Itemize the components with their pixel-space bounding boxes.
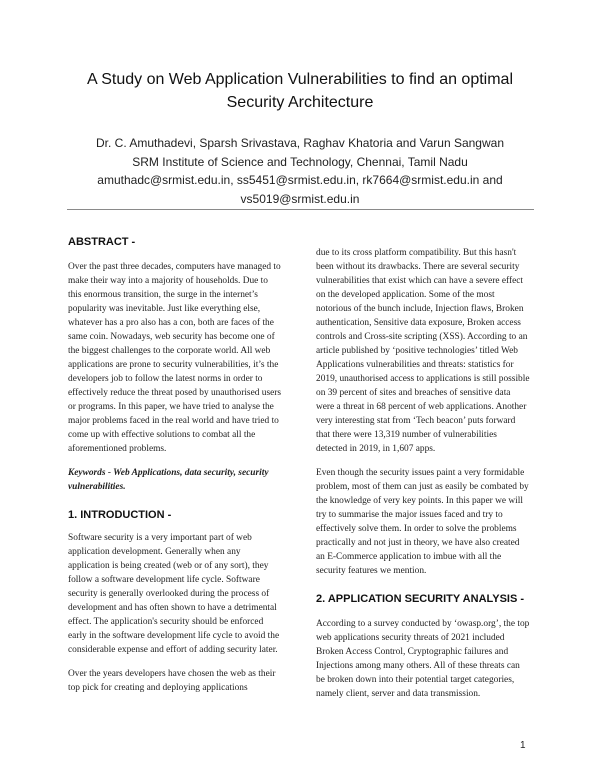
page-number: 1 — [520, 740, 526, 751]
right-column — [316, 246, 530, 701]
right-paragraph-2: Even though the security issues paint a very formidable problem, most of them can just as easily be combated by the knowledge of very key points. In this paper we will try to summarise the major issues faced and try to effectively solve them. In order to solve the problems practically and not just in theory, we have also created an E-Commerce application to imbue with all the security features we mention. — [316, 468, 529, 576]
left-column — [68, 235, 282, 695]
author-block — [60, 134, 540, 208]
abstract-heading: ABSTRACT - — [68, 236, 136, 248]
author-emails-line-1: amuthadc@srmist.edu.in, ss5451@srmist.edu.in, rk7664@srmist.edu.in and — [97, 173, 503, 187]
introduction-paragraph-2: Over the years developers have chosen the web as their top pick for creating and deploying applications — [68, 669, 276, 693]
title-line-2: Security Architecture — [226, 94, 374, 111]
keywords: Keywords - Web Applications, data security, security vulnerabilities. — [68, 468, 269, 492]
author-emails-line-2: vs5019@srmist.edu.in — [240, 191, 360, 206]
paper-title — [60, 68, 540, 114]
application-security-heading: 2. APPLICATION SECURITY ANALYSIS - — [316, 593, 525, 605]
right-paragraph-3: According to a survey conducted by ‘owasp.org’, the top web applications security threats of 2021 included Broken Access Control, Cryptographic failures and Injections among many others. All of these threats can be broken down into their potential target categories, namely client, server and data transmission. — [316, 619, 530, 699]
author-names: Dr. C. Amuthadevi, Sparsh Srivastava, Raghav Khatoria and Varun Sangwan — [95, 136, 504, 150]
introduction-heading: 1. INTRODUCTION - — [68, 509, 172, 521]
introduction-paragraph-1: Software security is a very important part of web application development. Generally when any application is being created (web or of any sort), they follow a software development life cycle. Software security is generally overlooked during the process of development and has often shown to have a detrimental effect. The application's security should be enforced early in the software development life cycle to avoid the considerable expense and effort of adding security later. — [68, 533, 280, 655]
title-line-1: A Study on Web Application Vulnerabilities to find an optimal — [86, 71, 514, 88]
header-divider — [67, 209, 534, 210]
abstract-text: Over the past three decades, computers have managed to make their way into a majority of households. Due to this enormous transition, the surge in the internet’s popularity was inevitable. Just like everything else, whatever has a pro also has a con, both are faces of the same coin. Nowadays, web security has become one of the biggest challenges to the corporate world. All web applications are prone to security vulnerabilities, it’s the developers job to follow the latest norms in order to effectively reduce the threat posed by unauthorised users or programs. In this paper, we have tried to analyse the major problems faced in the real world and have tried to come up with effective solutions to combat all the aforementioned problems. — [68, 262, 282, 454]
right-paragraph-1: due to its cross platform compatibility. But this hasn't been without its drawbacks. There are several security vulnerabilities that exist which can have a severe effect on the developed application. Some of the most notorious of the bunch include, Injection flaws, Broken authentication, Sensitive data exposure, Broken access controls and Cross-site scripting (XSS). According to an article published by ‘positive technologies’ titled Web Applications vulnerabilities and threats: statistics for 2019, unauthorised access to applications is still possible on 39 percent of sites and breaches of sensitive data were a threat in 68 percent of web applications. Another very interesting stat from ‘Tech beacon’ puts forward that there were 13,319 number of vulnerabilities detected in 2019, in 1,607 apps. — [316, 248, 530, 454]
author-affiliation: SRM Institute of Science and Technology, Chennai, Tamil Nadu — [132, 154, 468, 169]
